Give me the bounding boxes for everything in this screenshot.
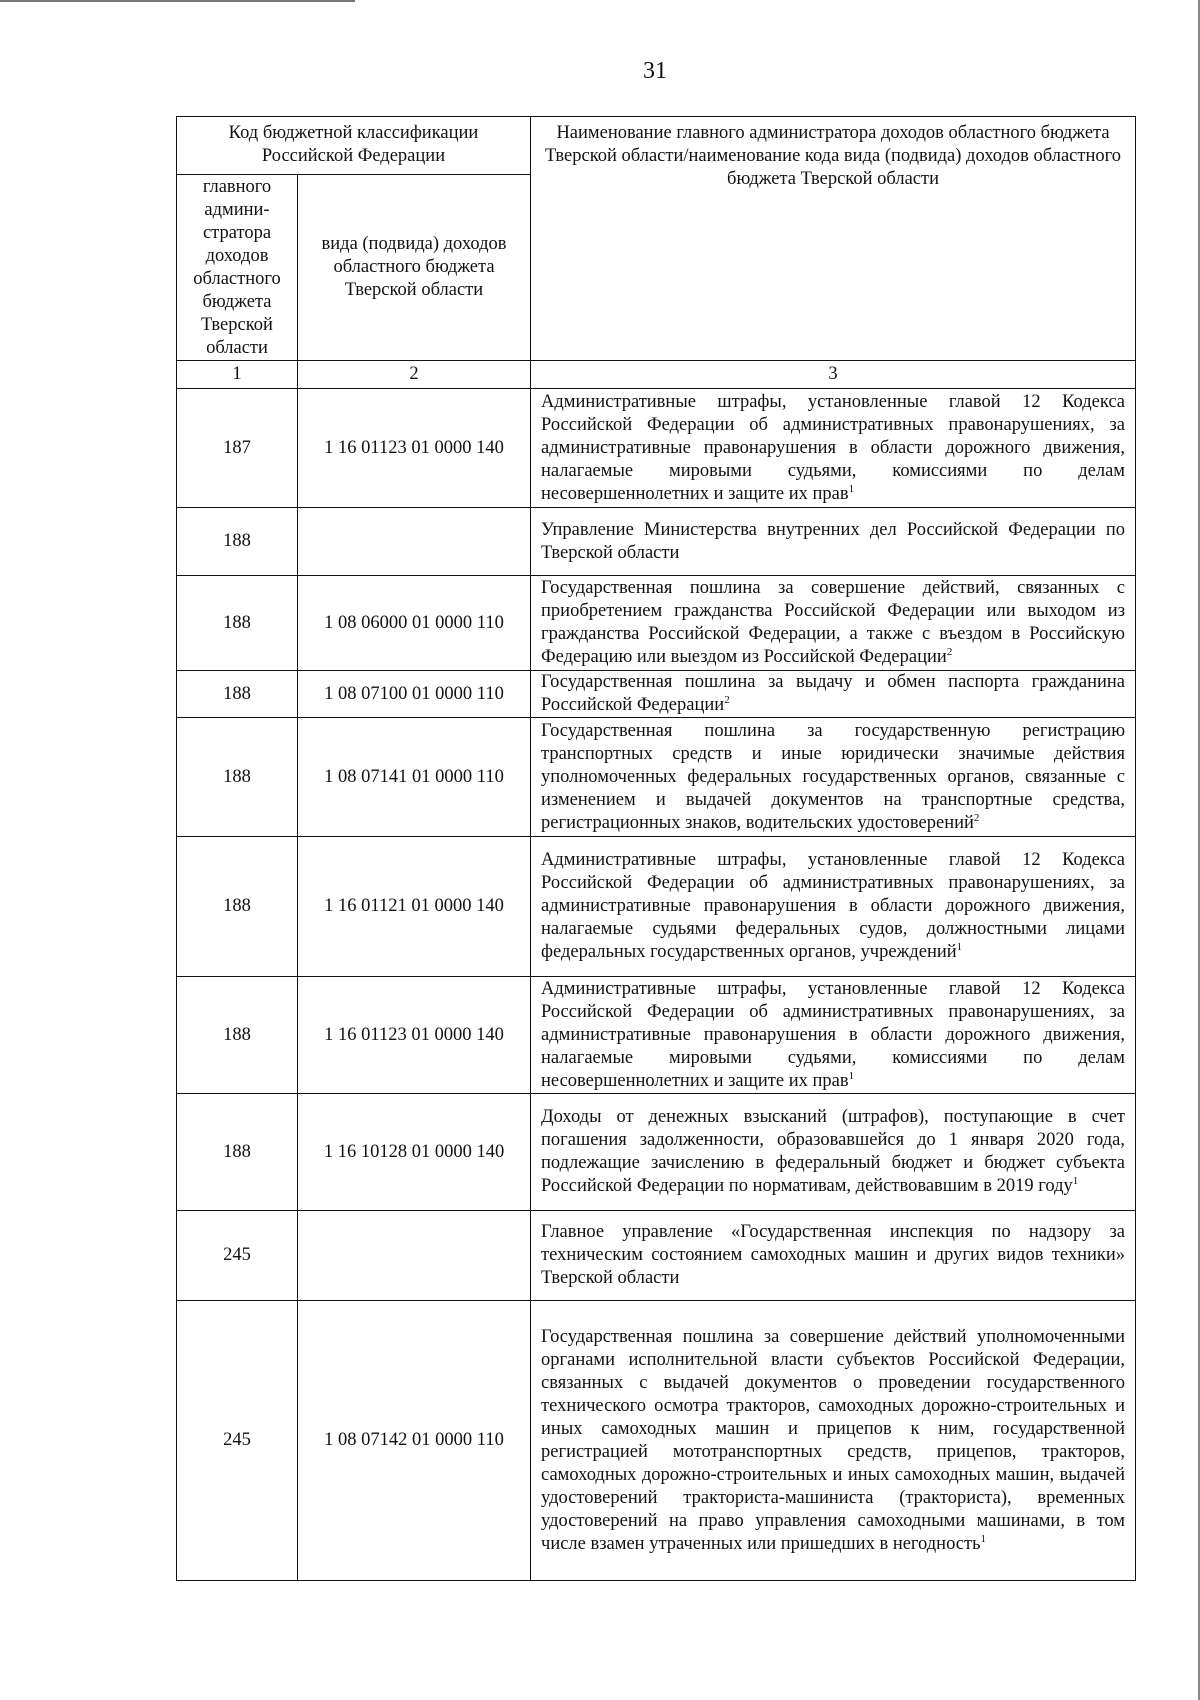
income-name-text: Административные штрафы, установленные главой 12 Кодекса Российской Федерации об административных правонарушениях, за административные правонарушения в области дорожного движения, налагаемые судьями федеральных судов, должностными лицами федеральных государственных органов, учреждений [541, 850, 1126, 962]
income-name-text: Государственная пошлина за государственную регистрацию транспортных средств и иные юридически значимые действия уполномоченных федеральных государственных органов, связанные с изменением и выдачей документов на транспортные средства, регистрационных знаков, водительских удостоверений [541, 720, 1126, 833]
table-row [177, 671, 1136, 718]
income-name-cell [531, 576, 1136, 671]
income-name-text: Административные штрафы, установленные главой 12 Кодекса Российской Федерации об административных правонарушениях, за административные правонарушения в области дорожного движения, налагаемые мировыми судьями, комиссиями по делам несовершеннолетних и защите их прав [541, 391, 1126, 504]
header-col1-title: главного админи-стратора доходов областного бюджета Тверской области [177, 175, 298, 361]
income-code-cell: 1 08 07100 01 0000 110 [298, 671, 531, 718]
income-code-cell: 1 16 01123 01 0000 140 [298, 389, 531, 508]
scan-border-line [0, 0, 355, 2]
income-code-cell: 1 16 01121 01 0000 140 [298, 837, 531, 977]
income-name-text: Главное управление «Государственная инспекция по надзору за техническим состоянием самоходных машин и других видов техники» Тверской области [541, 1222, 1126, 1288]
table-row [177, 1094, 1136, 1211]
income-name-cell [531, 671, 1136, 718]
table-row [177, 389, 1136, 508]
footnote-marker: 1 [956, 940, 963, 953]
admin-code-cell: 188 [177, 837, 298, 977]
header-group-title: Код бюджетной классификации Российской Федерации [177, 117, 531, 175]
income-name-cell [531, 977, 1136, 1094]
income-code-cell [298, 1211, 531, 1301]
income-name-cell [531, 837, 1136, 977]
admin-code-cell: 187 [177, 389, 298, 508]
footnote-marker: 1 [1072, 1174, 1079, 1187]
income-code-cell [298, 508, 531, 576]
admin-code-cell: 188 [177, 671, 298, 718]
income-name-text: Административные штрафы, установленные главой 12 Кодекса Российской Федерации об административных правонарушениях, за административные правонарушения в области дорожного движения, налагаемые мировыми судьями, комиссиями по делам несовершеннолетних и защите их прав [541, 978, 1126, 1091]
header-col2-title: вида (подвида) доходов областного бюджета Тверской области [298, 175, 531, 361]
table-row [177, 1301, 1136, 1581]
footnote-marker: 2 [973, 811, 980, 824]
budget-classification-table [176, 116, 1136, 1581]
income-code-cell: 1 16 10128 01 0000 140 [298, 1094, 531, 1211]
footnote-marker: 1 [848, 482, 855, 495]
income-name-text: Государственная пошлина за выдачу и обмен паспорта гражданина Российской Федерации [541, 672, 1126, 715]
admin-code-cell: 188 [177, 1094, 298, 1211]
table-row [177, 1211, 1136, 1301]
income-code-cell: 1 16 01123 01 0000 140 [298, 977, 531, 1094]
income-name-cell [531, 1094, 1136, 1211]
table-row [177, 977, 1136, 1094]
column-number-1: 1 [177, 361, 298, 389]
income-code-cell: 1 08 07142 01 0000 110 [298, 1301, 531, 1581]
table-row [177, 718, 1136, 837]
footnote-marker: 2 [724, 693, 730, 706]
admin-code-cell: 188 [177, 576, 298, 671]
admin-code-cell: 188 [177, 508, 298, 576]
footnote-marker: 1 [980, 1532, 987, 1545]
footnote-marker: 1 [848, 1069, 855, 1082]
footnote-marker: 2 [946, 645, 953, 658]
income-name-cell [531, 1301, 1136, 1581]
income-name-cell [531, 718, 1136, 837]
income-code-cell: 1 08 06000 01 0000 110 [298, 576, 531, 671]
income-name-text: Государственная пошлина за совершение действий уполномоченными органами исполнительной власти субъектов Российской Федерации, связанных с выдачей документов о проведении государственного технического осмотра тракторов, самоходных дорожно-строительных и иных самоходных машин и прицепов к ним, государственной регистрацией мототранспортных средств, прицепов, тракторов, самоходных дорожно-строительных и иных самоходных машин, выдачей удостоверений тракториста-машиниста (тракториста), временных удостоверений на право управления самоходными машинами, в том числе взамен утраченных или пришедших в негодность [541, 1326, 1126, 1554]
income-code-cell: 1 08 07141 01 0000 110 [298, 718, 531, 837]
income-name-cell [531, 508, 1136, 576]
header-row-group [177, 117, 1136, 175]
admin-code-cell: 188 [177, 718, 298, 837]
column-number-row [177, 361, 1136, 389]
income-name-text: Государственная пошлина за совершение действий, связанных с приобретением гражданства Российской Федерации или выходом из гражданства Российской Федерации, а также с въездом в Российскую Федерацию или выездом из Российской Федерации [541, 578, 1126, 667]
column-number-2: 2 [298, 361, 531, 389]
income-name-cell [531, 389, 1136, 508]
table-row [177, 837, 1136, 977]
table-row [177, 576, 1136, 671]
column-number-3: 3 [531, 361, 1136, 389]
admin-code-cell: 188 [177, 977, 298, 1094]
income-name-text: Доходы от денежных взысканий (штрафов), поступающие в счет погашения задолженности, образовавшейся до 1 января 2020 года, подлежащие зачислению в федеральный бюджет и бюджет субъекта Российской Федерации по нормативам, действовавшим в 2019 году [541, 1107, 1126, 1196]
income-name-text: Управление Министерства внутренних дел Российской Федерации по Тверской области [541, 519, 1126, 563]
admin-code-cell: 245 [177, 1211, 298, 1301]
header-col3-title: Наименование главного администратора доходов областного бюджета Тверской области/наименование кода вида (подвида) доходов областного бюджета Тверской области [531, 117, 1136, 361]
page-number: 31 [643, 58, 667, 84]
table-row [177, 508, 1136, 576]
income-name-cell [531, 1211, 1136, 1301]
admin-code-cell: 245 [177, 1301, 298, 1581]
